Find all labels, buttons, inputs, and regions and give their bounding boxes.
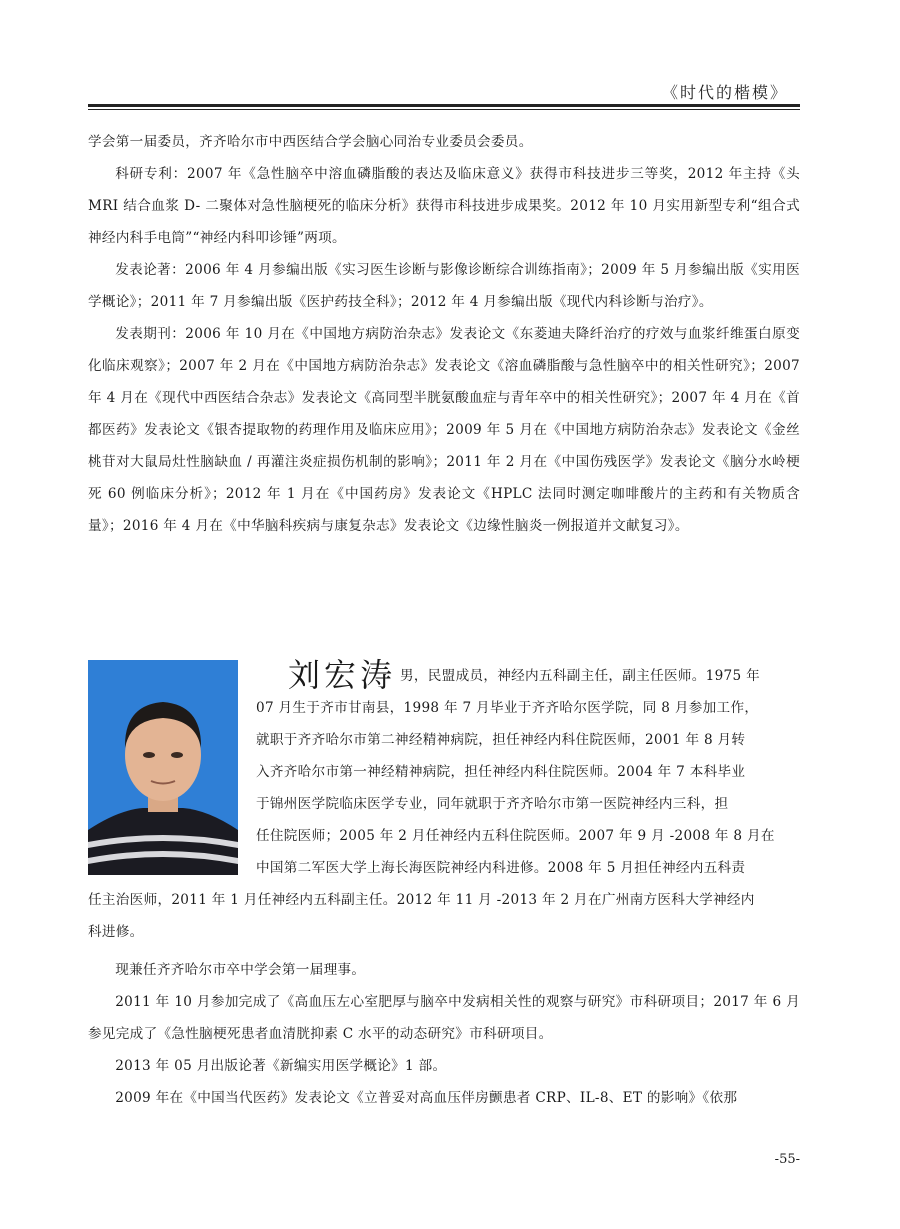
paragraph-research-projects: 2011 年 10 月参加完成了《高血压左心室肥厚与脑卒中发病相关性的观察与研究》市科研项目；2017 年 6 月参见完成了《急性脑梗死患者血清胱抑素 C 水平的动态研究》市科研项目。 xyxy=(88,994,800,1042)
paragraph-publications-books: 发表论著：2006 年 4 月参编出版《实习医生诊断与影像诊断综合训练指南》；2009 年 5 月参编出版《实用医学概论》；2011 年 7 月参编出版《医护药技全科》；2012 年 4 月参编出版《现代内科诊断与治疗》。 xyxy=(88,262,800,310)
bio-line-2: 07 月生于齐市甘南县，1998 年 7 月毕业于齐齐哈尔医学院，同 8 月参加工作， xyxy=(256,700,759,716)
bio-line-8: 任主治医师，2011 年 1 月任神经内五科副主任。2012 年 11 月 -2013 年 2 月在广州南方医科大学神经内 xyxy=(88,892,755,908)
header-rule-thin xyxy=(88,109,800,110)
page-number: -55- xyxy=(774,1152,800,1167)
section-continued xyxy=(88,126,800,542)
bio-line-5: 于锦州医学院临床医学专业，同年就职于齐齐哈尔市第一医院神经内三科，担 xyxy=(256,796,729,812)
bio-intro xyxy=(88,660,800,948)
header-title: 《时代的楷模》 xyxy=(661,83,788,102)
paragraph-publications-journals: 发表期刊：2006 年 10 月在《中国地方病防治杂志》发表论文《东菱迪夫降纤治疗的疗效与血浆纤维蛋白原变化临床观察》；2007 年 2 月在《中国地方病防治杂志》发表论文《溶血磷脂酸与急性脑卒中的相关性研究》；2007 年 4 月在《现代中西医结合杂志》发表论文《高同型半胱氨酸血症与青年卒中的相关性研究》；2007 年 4 月在《首都医药》发表论文《银杏提取物的药理作用及临床应用》；2009 年 5 月在《中国地方病防治杂志》发表论文《金丝桃苷对大鼠局灶性脑缺血 / 再灌注炎症损伤机制的影响》；2011 年 2 月在《中国伤残医学》发表论文《脑分水岭梗死 60 例临床分析》；2012 年 1 月在《中国药房》发表论文《HPLC 法同时测定咖啡酸片的主药和有关物质含量》；2016 年 4 月在《中华脑科疾病与康复杂志》发表论文《边缘性脑炎一例报道并文献复习》。 xyxy=(88,326,800,534)
bio-line-9: 科进修。 xyxy=(88,924,144,940)
bio-line-7: 中国第二军医大学上海长海医院神经内科进修。2008 年 5 月担任神经内五科责 xyxy=(256,860,746,876)
paragraph-papers: 2009 年在《中国当代医药》发表论文《立普妥对高血压伴房颤患者 CRP、IL-8、ET 的影响》《依那 xyxy=(115,1090,738,1106)
bio-line-1: 男，民盟成员，神经内五科副主任，副主任医师。1975 年 xyxy=(400,668,760,684)
paragraph-research-patents: 科研专利：2007 年《急性脑卒中溶血磷脂酸的表达及临床意义》获得市科技进步三等奖，2012 年主持《头 MRI 结合血浆 D- 二聚体对急性脑梗死的临床分析》获得市科技进步成果奖。2012 年 10 月实用新型专利“组合式神经内科手电筒”“神经内科叩诊锤”两项。 xyxy=(88,166,800,246)
paragraph-membership: 现兼任齐齐哈尔市卒中学会第一届理事。 xyxy=(115,962,366,978)
paragraph-book: 2013 年 05 月出版论著《新编实用医学概论》1 部。 xyxy=(115,1058,447,1074)
paragraph-committee: 学会第一届委员，齐齐哈尔市中西医结合学会脑心同治专业委员会委员。 xyxy=(88,134,533,150)
person-name: 刘宏涛 xyxy=(288,656,397,694)
bio-details xyxy=(88,954,800,1114)
bio-line-3: 就职于齐齐哈尔市第二神经精神病院，担任神经内科住院医师，2001 年 8 月转 xyxy=(256,732,746,748)
bio-line-4: 入齐齐哈尔市第一神经精神病院，担任神经内科住院医师。2004 年 7 本科毕业 xyxy=(256,764,746,780)
header-rule-thick xyxy=(88,104,800,107)
bio-line-6: 任住院医师；2005 年 2 月任神经内五科住院医师。2007 年 9 月 -2008 年 8 月在 xyxy=(256,828,775,844)
